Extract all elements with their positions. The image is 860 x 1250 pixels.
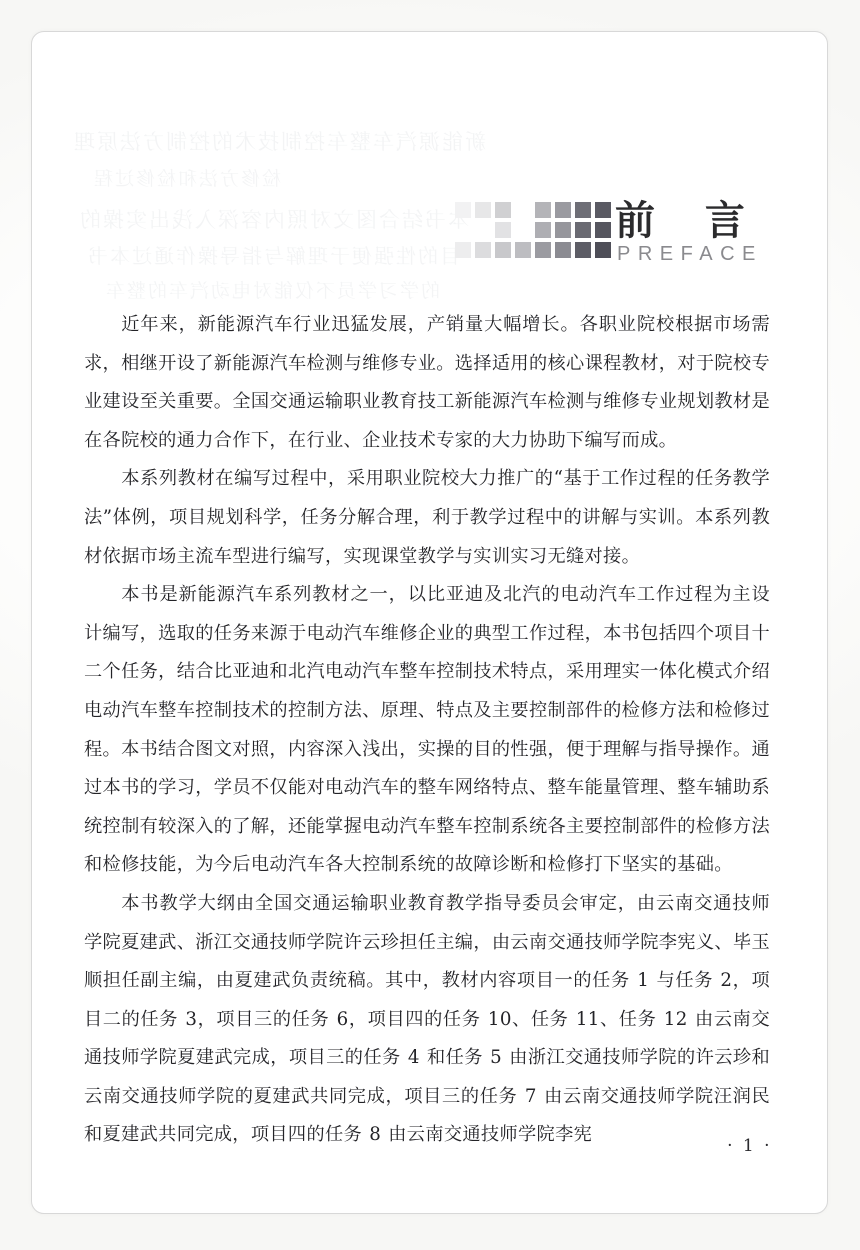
mosaic-cell — [475, 202, 491, 218]
mosaic-cell — [575, 242, 591, 258]
paragraph: 本系列教材在编写过程中，采用职业院校大力推广的“基于工作过程的任务教学法”体例，项目规划科学，任务分解合理，利于教学过程中的讲解与实训。本系列教材依据市场主流车型进行编写，实现课堂教学与实训实习无缝对接。 — [84, 468, 770, 567]
mosaic-decoration-icon — [455, 202, 615, 264]
mosaic-cell — [515, 242, 531, 258]
mosaic-cell — [535, 222, 551, 238]
page-number: · 1 · — [727, 1136, 772, 1156]
mosaic-cell — [575, 222, 591, 238]
preface-body — [84, 306, 770, 1155]
mosaic-cell — [495, 202, 511, 218]
mosaic-cell — [555, 202, 571, 218]
mosaic-cell — [535, 202, 551, 218]
page-subtitle: PREFACE — [617, 243, 763, 265]
paragraph: 本书教学大纲由全国交通运输职业教育教学指导委员会审定，由云南交通技师学院夏建武、浙江交通技师学院许云珍担任主编，由云南交通技师学院李宪义、毕玉顺担任副主编，由夏建武负责统稿。其中，教材内容项目一的任务 1 与任务 2，项目二的任务 3，项目三的任务 6，项目四的任务 10、任务 11、任务 12 由云南交通技师学院夏建武完成，项目三的任务 4 和任务 5 由浙江交通技师学院的许云珍和云南交通技师学院的夏建武共同完成，项目三的任务 7 由云南交通技师学院汪润民和夏建武共同完成，项目四的任务 8 由云南交通技师学院李宪 — [84, 892, 770, 1146]
paragraph: 近年来，新能源汽车行业迅猛发展，产销量大幅增长。各职业院校根据市场需求，相继开设了新能源汽车检测与维修专业。选择适用的核心课程教材，对于院校专业建设至关重要。全国交通运输职业教育技工新能源汽车检测与维修专业规划教材是在各院校的通力合作下，在行业、企业技术专家的大力协助下编写而成。 — [84, 314, 770, 451]
mosaic-cell — [495, 222, 511, 238]
mosaic-cell — [575, 202, 591, 218]
mosaic-cell — [595, 202, 611, 218]
mosaic-cell — [555, 242, 571, 258]
masthead-title-block — [615, 198, 763, 266]
preface-masthead — [455, 198, 795, 280]
mosaic-cell — [455, 242, 471, 258]
mosaic-cell — [595, 222, 611, 238]
mosaic-cell — [595, 242, 611, 258]
mosaic-cell — [475, 242, 491, 258]
mosaic-cell — [555, 222, 571, 238]
mosaic-cell — [535, 242, 551, 258]
paragraph: 本书是新能源汽车系列教材之一，以比亚迪及北汽的电动汽车工作过程为主设计编写，选取的任务来源于电动汽车维修企业的典型工作过程，本书包括四个项目十二个任务，结合比亚迪和北汽电动汽车整车控制技术特点，采用理实一体化模式介绍电动汽车整车控制技术的控制方法、原理、特点及主要控制部件的检修方法和检修过程。本书结合图文对照，内容深入浅出，实操的目的性强，便于理解与指导操作。通过本书的学习，学员不仅能对电动汽车的整车网络特点、整车能量管理、整车辅助系统控制有较深入的了解，还能掌握电动汽车整车控制系统各主要控制部件的检修方法和检修技能，为今后电动汽车各大控制系统的故障诊断和检修打下坚实的基础。 — [84, 584, 770, 876]
page-title: 前 言 — [615, 198, 763, 244]
mosaic-cell — [495, 242, 511, 258]
mosaic-cell — [455, 202, 471, 218]
